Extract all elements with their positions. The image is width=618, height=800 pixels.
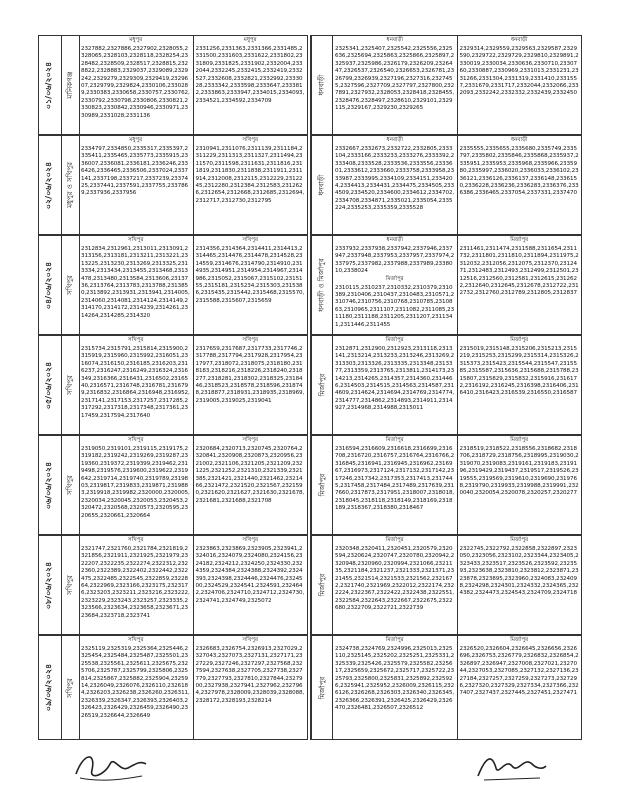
roll-numbers: 2337932,2337938,2337942,2337946,2337947,2337948,2337953,2337957,2337974,2337975,2337982,2337988,2337989,2338010,2338024 [335, 246, 455, 275]
table-row [38, 135, 308, 235]
roll-numbers: 2315734,2315791,2315814,2315900,2315919,2315960,2315992,2316051,2316074,2316150,2316185,2316203,2316237,2316247,2316249,2316324,2316349,2316366,2316431,2316502,2316540,2316571,2316748,2316781,2316799,2316832,2316864,2316948,2316952,2317141,2317153,2317257,2317285,2317292,2317318,2317348,2317361,2317459,2317594,2317640 [81, 346, 190, 419]
signature-right [470, 746, 550, 786]
date-label: ০২/০৬/২০২৪ [44, 161, 54, 209]
roll-numbers: 2329314,2329559,2329563,2329587,2329590,2329722,2329729,2329810,2329891,2330019,2330034,2330636,2330710,2330760,2330887,2330969,2331013,2331231,2331266,2331304,2331319,2331410,2331557,2331679,2331717,2332044,2332066,2332093,2332242,2332332,2332439,2332450 [459, 46, 579, 97]
date-cell [39, 636, 62, 739]
area-label: ধনবাড়ী [318, 174, 326, 196]
group-heading: ধনবাড়ী [386, 137, 404, 143]
group-heading: মির্জাপুর [385, 437, 404, 443]
roll-numbers: 2310115,2310237,2310332,2310379,2310389,2310406,2310437,2310483,2310571,2310746,2310756,2310768,2310785,2310863,2310965,2311107,2311082,2311085,2311180,2311188,2311205,2311207,2311341,2311446,2311455 [335, 284, 455, 328]
area-label: সখিপুর [66, 677, 75, 698]
area-cell [61, 236, 80, 334]
table-row [310, 235, 582, 335]
roll-numbers: 2325119,2325319,2325364,2325446,2325454,2325484,2325487,2325501,2325538,2325561,2325611,2325675,2325706,2325787,2325799,2325806,2325814,2325867,2325882,2325904,2325914,2326049,2326076,2326110,2326184,2326203,2326238,2326260,2326311,2326339,2326347,2326393,2326403,2326423,2326429,2326459,2326490,2326519,2326644,2326649 [81, 646, 190, 719]
date-cell [39, 136, 62, 234]
group-heading: সখিপুর [127, 437, 144, 443]
area-cell [311, 636, 333, 739]
area-label: সখিপুর [66, 475, 75, 495]
area-label: মানিকগঞ্জ [66, 71, 75, 99]
roll-numbers: 2322745,2322792,2322858,2322897,2323050,2323056,2323102,2323344,2323405,2323433,2323517,2323526,2323592,2323593,2323638,2323810,2323812,2323871,2323878,2323895,2323960,2324083,2324098,2324298,2324301,2324332,2324365,2324382,2324473,2324543,2324709,2324718 [459, 546, 579, 597]
group-heading: সখিপুর [242, 137, 259, 143]
date-cell [39, 36, 62, 134]
group-heading: মির্জাপুর [385, 275, 404, 282]
area-label: ধনবাড়ী [318, 74, 326, 96]
table-row [38, 335, 308, 435]
table-row [310, 135, 582, 235]
date-cell [39, 436, 62, 534]
area-cell [61, 436, 80, 534]
group-a [79, 236, 194, 334]
group-heading: সখিপুর [242, 437, 259, 443]
group-heading: মির্জাপুর [510, 637, 529, 643]
area-cell [311, 36, 333, 134]
group-heading: সখিপুর [127, 537, 144, 543]
group-b [458, 336, 582, 434]
left-schedule-table [38, 35, 308, 740]
roll-numbers: 2319050,2319101,2319115,2319175,2319182,2319242,2319269,2319287,2319360,2319372,2319399,2319462,2319498,2319576,2319600,2319622,2319642,2319714,2319740,2319789,2319803,2319817,2319833,2319871,2319883,2319918,2319982,2320000,2320005,2320034,2320045,2320053,2320453,2320472,2320568,2320573,2320595,2320655,2320661,2320664 [81, 446, 190, 519]
group-b [458, 436, 582, 534]
group-heading: মির্জাপুর [385, 637, 404, 643]
group-a [79, 336, 194, 434]
roll-numbers: 2326683,2326754,2326913,2327029,2327043,2327073,2327131,2327171,2327229,2327246,2327297,2327568,2327594,2327638,2327705,2327738,2327779,2327793,2327810,2327844,2327900,2327938,2327941,2327962,2327964,2327978,2328009,2328039,2328088,2328172,2328193,2328214 [195, 646, 305, 704]
roll-numbers: 2334797,2334850,2335317,2335397,2335411,2335465,2335773,2335915,2336007,2336081,2336181,2336246,2336426,2336465,2336506,2337024,2337141,2337198,2337217,2337239,2337425,2337441,2337591,2337755,2337869,2337936,2337956 [81, 146, 189, 197]
group-a [333, 236, 458, 334]
area-cell [311, 536, 333, 634]
group-heading: মির্জাপুর [510, 537, 529, 543]
group-b [194, 136, 308, 234]
table-row [38, 35, 308, 135]
roll-numbers: 2326520,2326604,2326645,2326656,2326696,2326753,2326779,2326832,2326854,2326897,2326947,2327008,2327021,2327044,2327053,2327085,2327132,2327136,2327184,2327257,2327259,2327273,2327296,2327320,2327329,2327334,2327366,2327407,2327437,2327445,2327451,2327471 [459, 646, 579, 697]
group-heading: সখিপুর [127, 237, 144, 243]
group-heading: মির্জাপুর [385, 337, 404, 343]
group-heading: সখিপুর [127, 637, 144, 643]
area-label: মির্জাপুর [318, 573, 327, 597]
roll-numbers: 2318519,2318522,2318556,2318682,2318706,2318729,2318756,2318995,2319030,2319070,2319083,2319161,2319183,2319196,2319429,2319437,2319517,2319526,2319555,2319569,2319610,2319690,2319768,2319790,2319933,2319988,2319991,2320040,2320054,2320078,2320257,2320277 [459, 446, 579, 497]
table-row [310, 35, 582, 135]
area-label: মির্জাপুর [318, 676, 327, 699]
group-a [333, 36, 458, 134]
area-cell [311, 136, 333, 234]
area-cell [311, 436, 333, 534]
roll-numbers: 2317659,2317687,2317733,2317746,2317788,2317794,2317928,2317954,2317977,2318072,2318075,2318180,2318183,2318216,2318226,2318240,2318277,2318281,2318302,2318325,2318446,2318523,2318578,2318596,2318748,2318877,2318931,2318935,2318969,2319005,2319025,2319041 [195, 346, 305, 404]
right-schedule-table [310, 35, 582, 740]
area-label: মধুপুর ও সখিপুর [66, 162, 74, 208]
area-label: ধনবাড়ী ও মির্জাপুর [318, 258, 327, 312]
area-cell [61, 336, 80, 434]
group-heading: মির্জাপুর [510, 237, 529, 243]
area-cell [61, 536, 80, 634]
date-label: ০৫/০৬/২০২৪ [44, 361, 54, 409]
roll-numbers: 2320348,2320411,2320451,2320579,2320594,2320624,2320747,2320780,2320942,2320948,2320960,2320994,2321066,2321135,2321184,2321237,2321333,2321371,2321455,2321514,2321533,2321562,2321672,2321740,2321969,2322012,2322174,2322224,2322367,2322422,2322438,2322551,2322584,2322643,2322667,2322675,2322680,2322709,2322721,2322739 [335, 546, 455, 612]
roll-numbers: 2312834,2312961,2313011,2313091,2313156,2313181,2313211,2313221,2313225,2313230,2313269,2313325,2313334,2313434,2313455,2313468,2313478,2313480,2313584,2313606,2313736,2313764,2313783,2313788,2313850,2313892,2313931,2313941,2314005,2314060,2314081,2314124,2314149,2314170,2314172,2314239,2314261,2314264,2314285,2314320 [81, 246, 190, 319]
area-label: সখিপুর [66, 275, 75, 295]
group-b [458, 236, 582, 334]
area-cell [311, 336, 333, 434]
signature-left [70, 746, 150, 786]
date-cell [39, 236, 62, 334]
date-cell [39, 536, 62, 634]
roll-numbers: 2311461,2311474,2311588,2311654,2311732,2311801,2311810,2311894,2311975,2312032,2312056,2312075,2312370,2312471,2312483,2312493,2312499,2312501,2312516,2312560,2312581,2312615,2312622,2312640,2312645,2312678,2312722,2312732,2312760,2312789,2312805,2312837 [459, 246, 579, 297]
group-b [458, 636, 582, 739]
roll-numbers: 2332667,2332673,2332722,2332805,2333104,2333166,2333233,2333276,2333392,2333408,2333528,2333536,2333556,2333601,2333612,2333660,2333758,2333958,2333987,2333995,2334109,2334151,2334204,2334413,2334431,2334475,2334505,2334509,2334520,2334600,2334612,2334702,2334708,2334871,2335021,2335054,2335224,2335253,2335359,2335528 [335, 146, 455, 212]
date-label: ০৪/০৬/২০২৪ [44, 261, 54, 309]
group-a [79, 636, 194, 739]
group-a [79, 136, 194, 234]
roll-numbers: 2323863,2323869,2323905,2323941,2324016,2324079,2324080,2324156,2324182,2324212,2324250,2324330,2324359,2324384,2324388,2324392,2324393,2324398,2324446,2324476,2324500,2324529,2324541,2324591,2324642,2324706,2324710,2324712,2324730,2324741,2324749,2325072 [195, 546, 305, 604]
group-b [194, 636, 308, 739]
table-row [310, 535, 582, 635]
roll-numbers: 2324738,2324769,2324996,2325013,2325110,2325145,2325202,2325251,2325331,2325339,2325426,2325579,2325582,2325617,2325659,2325672,2325717,2325722,2325793,2325800,2325831,2325892,2325926,2325941,2325952,2326009,2326115,2326126,2326268,2326303,2326340,2326345,2326366,2326391,2326425,2326429,2326470,2326481,2326507,2326512 [335, 646, 455, 712]
group-b [194, 236, 308, 334]
roll-numbers: 2335555,2335655,2335680,2335749,2335797,2335802,2335846,2335868,2335937,2335951,2335953,2335968,2335966,2335980,2335997,2336020,2336033,2336102,2336121,2336126,2336137,2336148,2336150,2336228,2336236,2336283,2336376,2336386,2336465,2337054,2337331,2337470 [459, 146, 579, 197]
area-cell [311, 236, 333, 334]
group-b [194, 36, 308, 134]
area-cell [61, 136, 80, 234]
group-heading: মধুপুর [243, 37, 257, 43]
area-label: সখিপুর [66, 375, 75, 395]
group-b [458, 536, 582, 634]
group-b [194, 536, 308, 634]
group-a [333, 536, 458, 634]
group-heading: সখিপুর [242, 637, 259, 643]
group-heading: মধুপুর [129, 37, 143, 43]
group-a [333, 136, 458, 234]
group-heading: সখিপুর [242, 337, 259, 343]
roll-numbers: 2312871,2312900,2312923,2313118,2313141,2313214,2313233,2313246,2313269,2313303,2313326,2313335,2313348,2313377,2313359,2313765,2313811,2314173,2314213,2314265,2314357,2314360,2314466,2314503,2314515,2314563,2314587,2314609,2314624,2314694,2314769,2314774,2314777,2314862,2314893,2314911,2314927,2314968,2314988,2315011 [335, 346, 455, 412]
date-label: ০৬/০৬/২০২৪ [44, 461, 54, 509]
roll-numbers: 2310941,2311076,2311139,2311184,2311229,2311313,2311327,2311494,2311570,2311598,2311631,2311816,2311819,2311830,2311838,2311911,2311914,2312008,2312115,2312229,2312245,2312280,2312384,2312583,2312626,2312654,2312668,2312685,2312694,2312717,2312730,2312795 [195, 146, 305, 204]
group-heading: সখিপুর [127, 337, 144, 343]
roll-numbers: 2327882,2327886,2327902,2328055,2328065,2328103,2328118,2328254,2328482,2328509,2328517,2328815,2328822,2328883,2329037,2329089,2329242,2329279,2329309,2329419,2329607,2329799,2329824,2330106,2330289,2330383,2330658,2330757,2330762,2330792,2330798,2330806,2330821,2330823,2330842,2330946,2330971,2330989,2331028,2331136 [81, 46, 190, 119]
table-row [38, 635, 308, 740]
roll-numbers: 2320684,2320713,2320745,2320764,2320841,2320908,2320873,2320956,2321002,2321106,2321205,2321209,2321225,2321252,2321310,2321339,2321385,2321421,2321440,2321462,2321466,2321472,2321520,2321567,2321590,2321620,2321627,2321630,2321678,2321681,2321688,2321708 [195, 446, 305, 504]
group-heading: মধুপুর [129, 137, 143, 143]
group-heading: মির্জাপুর [510, 337, 529, 343]
group-a [333, 436, 458, 534]
roll-numbers: 2315019,2315148,2315206,2315213,2315219,2315253,2315299,2315314,2315326,2315373,2315423,2315544,2315547,2315585,2315587,2315636,2315688,2315788,2315807,2315829,2315832,2315916,2316172,2316192,2316245,2316398,2316406,2316410,2316423,2316539,2316550,2316587 [459, 346, 579, 397]
area-label: সখিপুর [66, 575, 75, 595]
group-heading: ধনবাড়ী [510, 137, 528, 143]
roll-numbers: 2314356,2314364,2314411,2314413,2314465,2314476,2314478,2314528,2314559,2314676,2314790,2314910,2314935,2314951,2314954,2314967,2314986,2315052,2315067,2315102,2315155,2315181,2315234,2315303,2315386,2315435,2315442,2315468,2315570,2315588,2315607,2315659 [195, 246, 305, 304]
group-a [79, 536, 194, 634]
group-a [79, 436, 194, 534]
table-row [38, 435, 308, 535]
group-heading: সখিপুর [242, 537, 259, 543]
group-heading: মির্জাপুর [510, 437, 529, 443]
roll-numbers: 2331256,2331363,2331366,2331485,2331500,2331603,2331622,2331802,2331809,2331825,2331902,2332004,2332044,2332245,2332415,2332419,2332527,2332608,2332821,2332992,2333028,2333342,2333598,2333647,2333812,2333863,2333947,2334015,2334093,2334521,2334592,2334709 [195, 46, 305, 104]
area-label: মির্জাপুর [318, 473, 327, 497]
date-label: ০৮/০৬/২০২৪ [44, 561, 54, 609]
date-label: ০১/০৬/২০২৪ [44, 61, 54, 109]
group-b [194, 436, 308, 534]
group-b [194, 336, 308, 434]
group-heading: মির্জাপুর [385, 537, 404, 543]
group-heading: সখিপুর [242, 237, 259, 243]
roll-numbers: 2316594,2316609,2316618,2316699,2316708,2316720,2316757,2316764,2316766,2316845,2316941,2316945,2316962,2316967,2316973,2317124,2317132,2317142,2317246,2317342,2317353,2317413,2317445,2317458,2317484,2317489,2317639,2317660,2317873,2317951,2318007,2318018,2318045,2318118,2318149,2318169,2318189,2318367,2318380,2318467 [335, 446, 455, 512]
group-a [79, 36, 194, 134]
group-heading: ধনবাড়ী [510, 37, 528, 43]
group-heading: ধনবাড়ী [386, 37, 404, 43]
table-row [38, 235, 308, 335]
area-cell [61, 636, 80, 739]
table-row [310, 635, 582, 740]
group-b [458, 136, 582, 234]
date-cell [39, 336, 62, 434]
table-row [310, 435, 582, 535]
area-cell [61, 36, 80, 134]
table-row [38, 535, 308, 635]
area-label: মির্জাপুর [318, 373, 327, 397]
roll-numbers: 2321747,2321760,2321784,2321819,2321856,2321911,2321925,2321979,2322207,2322235,2322274,2322312,2322360,2322389,2322402,2322442,2322475,2322485,2322545,2322859,2322864,2322969,2323166,2323175,2323176,2323203,2323211,2323216,2323222,2323229,2323243,2323257,2323335,2323566,2323634,2323658,2323671,2323684,2323718,2323741 [81, 546, 190, 619]
group-heading: ধনবাড়ী [386, 237, 404, 243]
group-a [333, 336, 458, 434]
group-a [333, 636, 458, 739]
group-b [458, 36, 582, 134]
date-label: ০৯/০৬/২০২৪ [44, 663, 54, 712]
table-row [310, 335, 582, 435]
roll-numbers: 2325341,2325407,2325542,2325556,2325636,2325694,2325863,2325866,2325897,2325937,2325986,2326179,2326209,2326447,2326537,2326540,2326653,2326781,2326799,2326939,2327196,2327316,2327455,2327596,2327709,2327797,2327800,2327891,2327932,2328053,2328418,2328455,2328476,2328497,2328610,2329101,2329115,2329167,2329230,2329265 [335, 46, 455, 112]
